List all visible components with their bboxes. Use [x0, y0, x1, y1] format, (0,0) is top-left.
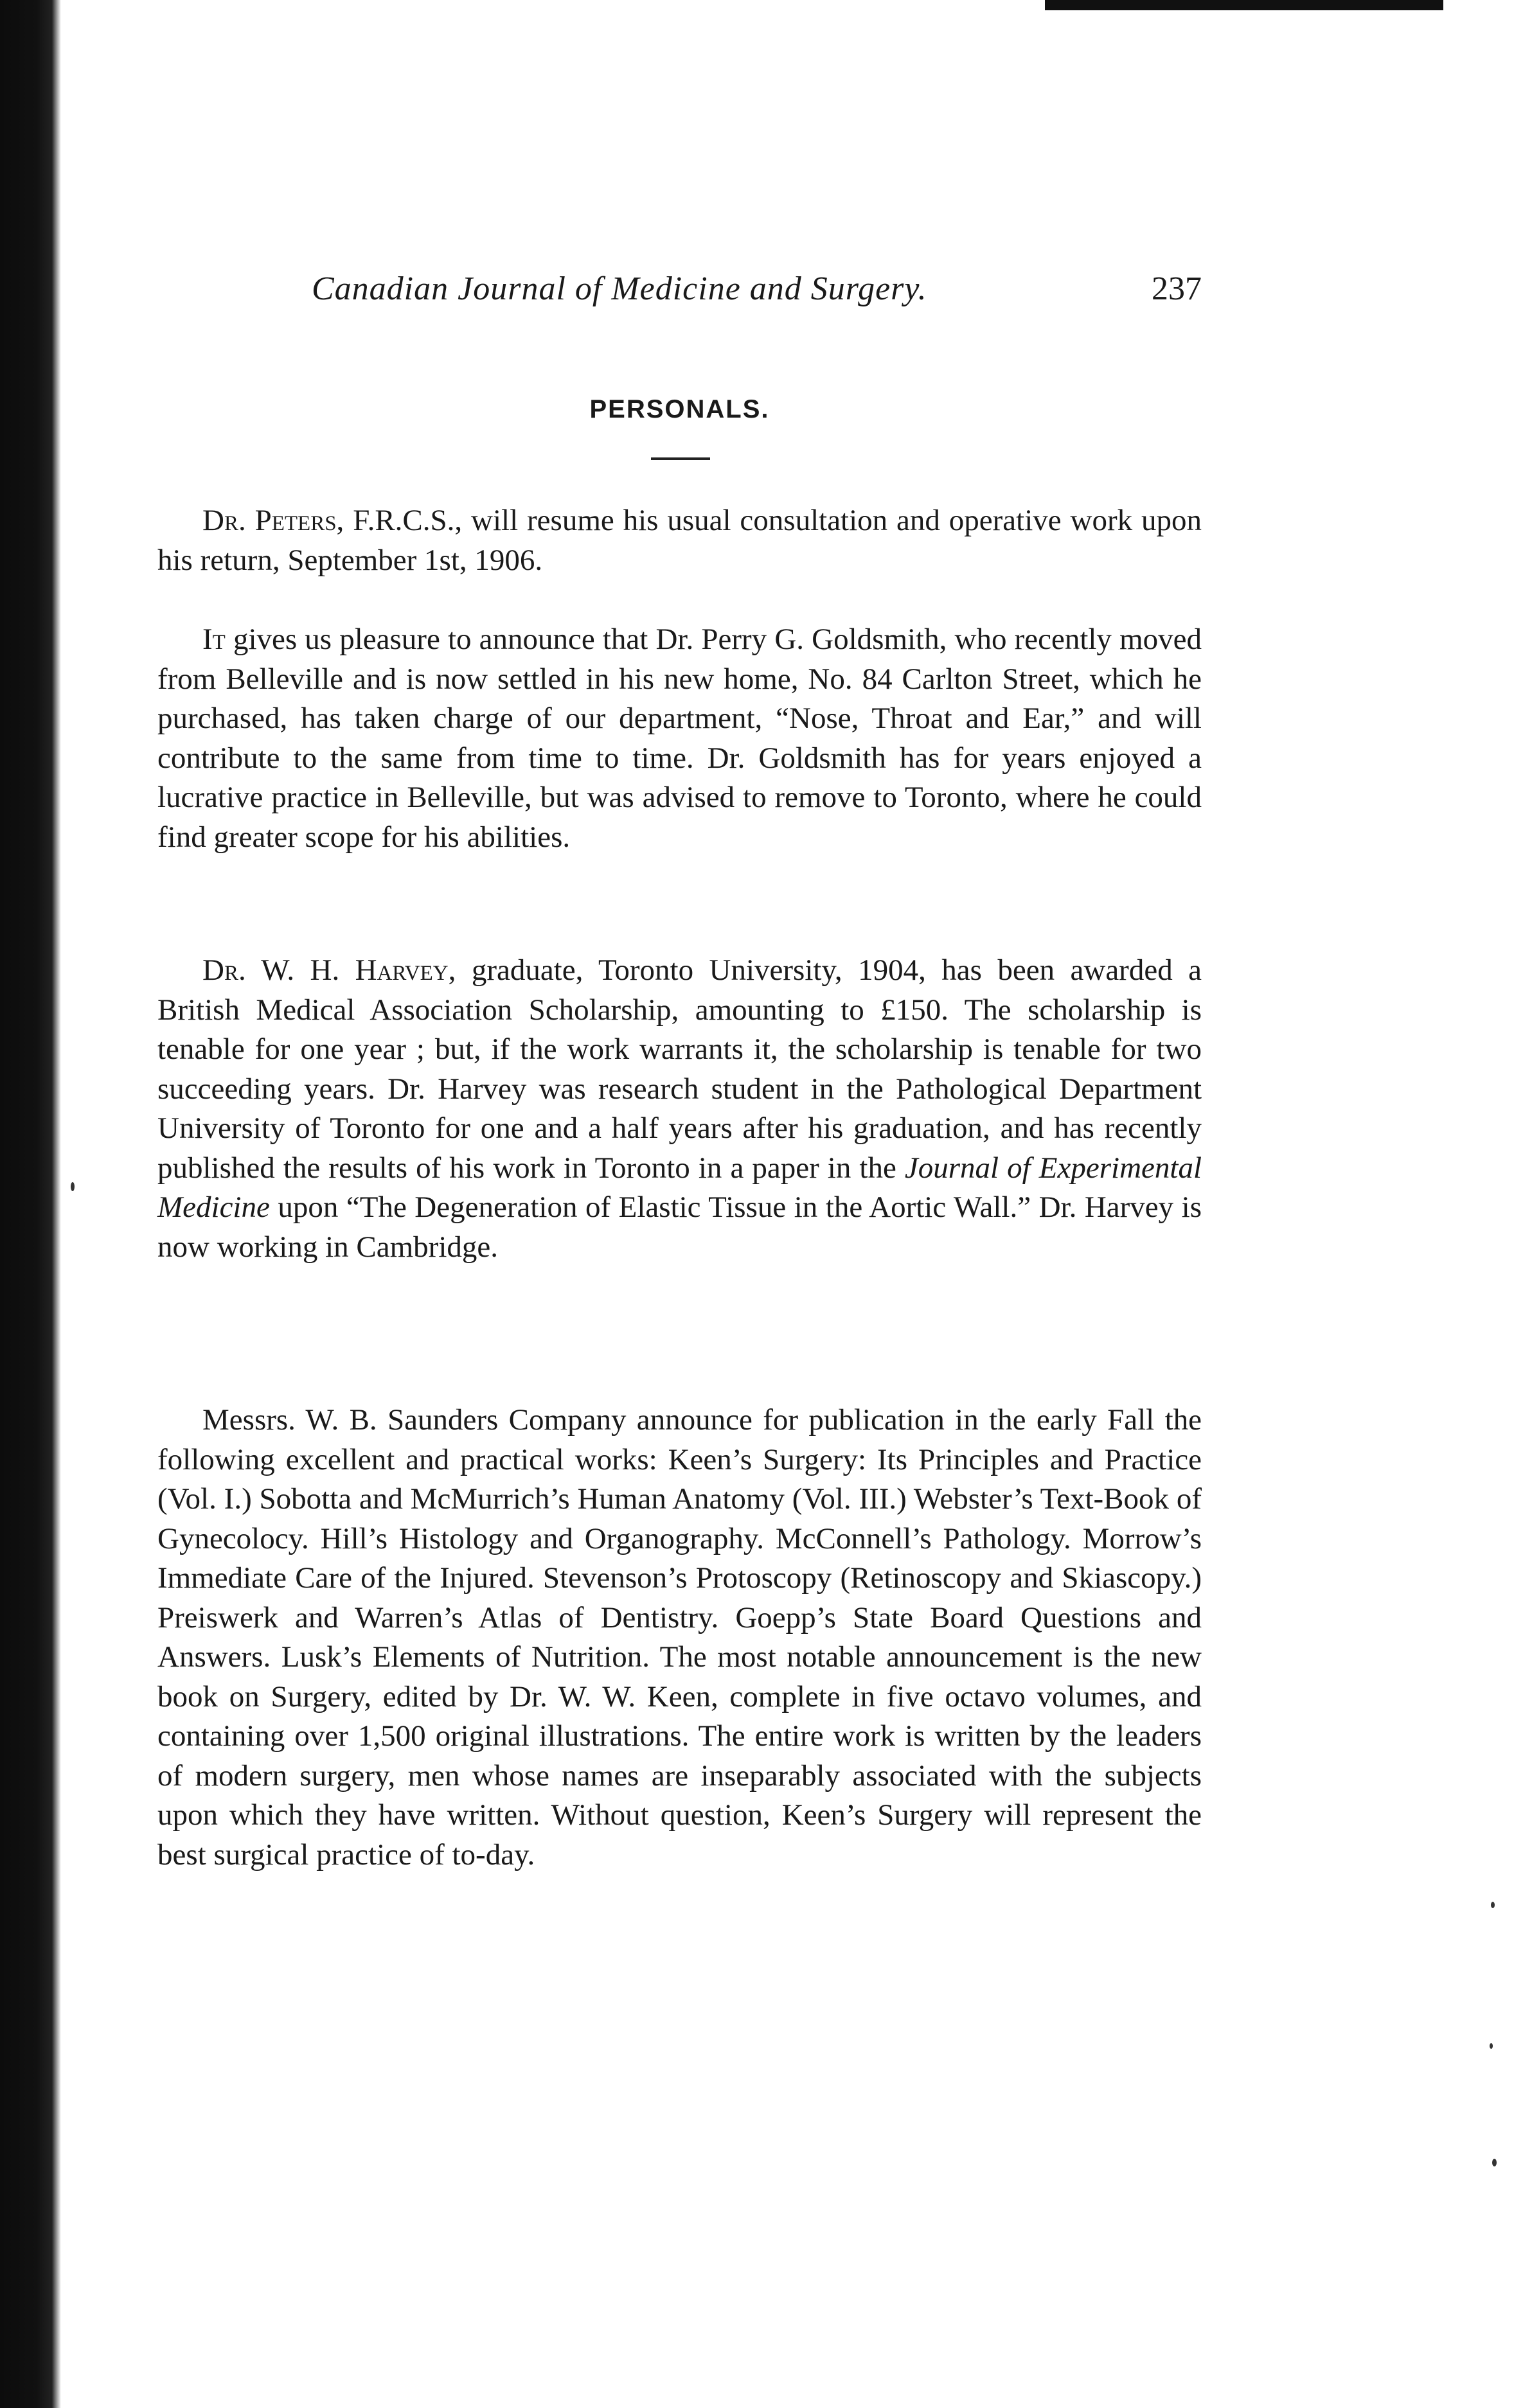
paragraph-text: graduate, Toronto University, 1904, has been awarded a British Medical Association Scholarship, amounting to £150. The scholarship is tenable for one year ; but, if the work warrants it, the scholarship is tenable for two succeeding years. Dr. Harvey was research student in the Pathological Department University of Toronto for one and a half years after his graduation, and has recently published the results of his work in Toronto in a paper in the [157, 953, 1202, 1185]
paragraph-saunders [157, 1401, 1202, 1875]
paragraph-text: F.R.C.S., will resume his usual consultation and operative work upon his return, September 1st, 1906. [157, 504, 1202, 577]
scan-speck [71, 1182, 75, 1191]
paragraph-text: gives us pleasure to announce that Dr. Perry G. Goldsmith, who recently moved from Belleville and is now settled in his new home, No. 84 Carlton Street, which he purchased, has taken charge of our department, “Nose, Throat and Ear,” and will contribute to the same from time to time. Dr. Goldsmith has for years enjoyed a lucrative practice in Belleville, but was advised to remove to Toronto, where he could find greater scope for his abilities. [157, 623, 1202, 854]
paragraph-peters [157, 501, 1202, 580]
paragraph-goldsmith [157, 620, 1202, 857]
running-head [157, 270, 1202, 321]
scan-shadow-top [1045, 0, 1443, 10]
paragraph-lead: Dr. W. H. Harvey, [202, 953, 456, 987]
paragraph-lead: Messrs. [202, 1403, 296, 1437]
heading-rule [651, 457, 710, 460]
scan-speck [1490, 2043, 1493, 2049]
section-heading: PERSONALS. [589, 395, 770, 423]
document-page [157, 270, 1202, 2133]
scan-speck [1491, 1902, 1495, 1908]
paragraph-text: upon “The Degeneration of Elastic Tissue in the Aortic Wall.” Dr. Harvey is now working in Cambridge. [157, 1191, 1202, 1264]
scan-speck [1492, 2159, 1497, 2166]
paragraph-lead: Dr. Peters, [202, 504, 344, 537]
page-number: 237 [1152, 270, 1202, 307]
scan-shadow-left [0, 0, 61, 2408]
paragraph-text: W. B. Saunders Company announce for publication in the early Fall the following excellent and practical works: Keen’s Surgery: Its Principles and Practice (Vol. I.) Sobotta and McMurrich’s Human Anatomy (Vol. III.) Webster’s Text-Book of Gynecolocy. Hill’s Histology and Organography. McConnell’s Pathology. Morrow’s Immediate Care of the Injured. Stevenson’s Protoscopy (Retinoscopy and Skiascopy.) Preiswerk and Warren’s Atlas of Dentistry. Goepp’s State Board Questions and Answers. Lusk’s Elements of Nutrition. The most notable announcement is the new book on Surgery, edited by Dr. W. W. Keen, complete in five octavo volumes, and containing over 1,500 original illustrations. The entire work is written by the leaders of modern surgery, men whose names are inseparably associated with the subjects upon which they have written. Without question, Keen’s Surgery will represent the best surgical practice of to-day. [157, 1403, 1202, 1872]
journal-citation: Journal of Experimental Medicine [157, 1151, 1202, 1224]
journal-title: Canadian Journal of Medicine and Surgery. [312, 270, 927, 307]
paragraph-harvey [157, 951, 1202, 1267]
paragraph-lead: It [202, 623, 226, 656]
